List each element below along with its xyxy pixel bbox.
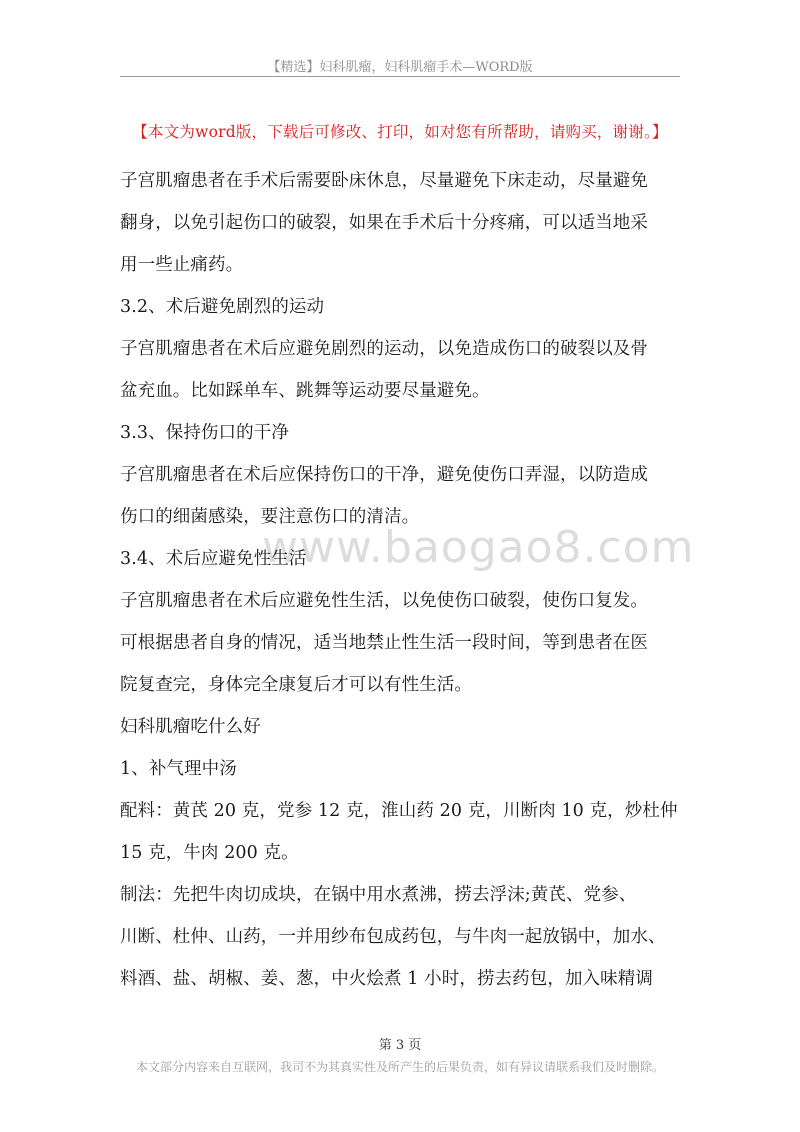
body-line: 制法：先把牛肉切成块，在锅中用水煮沸，捞去浮沫;黄芪、党参、: [120, 885, 637, 905]
body-line: 盆充血。比如踩单车、跳舞等运动要尽量避免。: [120, 381, 490, 401]
page-footer: 本文部分内容来自互联网，我司不为其真实性及所产生的后果负责，如有异议请联系我们及时删除。: [135, 1060, 664, 1074]
section-heading: 妇科肌瘤吃什么好: [120, 717, 261, 737]
body-line: 料酒、盐、胡椒、姜、葱，中火烩煮 1 小时，捞去药包，加入味精调: [120, 969, 653, 989]
body-line: 子宫肌瘤患者在术后应避免性生活，以免使伤口破裂，使伤口复发。: [120, 591, 648, 611]
document-body: [120, 160, 690, 1000]
body-line: 翻身，以免引起伤口的破裂，如果在手术后十分疼痛，可以适当地采: [120, 213, 648, 233]
body-line: 子宫肌瘤患者在手术后需要卧床休息，尽量避免下床走动，尽量避免: [120, 171, 648, 191]
section-heading: 3.4、术后应避免性生活: [120, 549, 307, 569]
body-line: 配料：黄芪 20 克，党参 12 克，淮山药 20 克，川断肉 10 克，炒杜仲: [120, 801, 678, 821]
body-line: 伤口的细菌感染，要注意伤口的清洁。: [120, 507, 420, 527]
body-line: 用一些止痛药。: [120, 255, 244, 275]
page-header: 【精选】妇科肌瘤，妇科肌瘤手术—WORD版: [267, 60, 533, 75]
download-notice: 【本文为word版，下载后可修改、打印，如对您有所帮助，请购买，谢谢。】: [132, 123, 668, 141]
watermark: www.baogao8.com: [262, 522, 695, 573]
body-line: 子宫肌瘤患者在术后应避免剧烈的运动，以免造成伤口的破裂以及骨: [120, 339, 648, 359]
body-line: 15 克，牛肉 200 克。: [120, 843, 299, 863]
body-line: 子宫肌瘤患者在术后应保持伤口的干净，避免使伤口弄湿，以防造成: [120, 465, 648, 485]
header-divider: [120, 76, 680, 77]
section-heading: 1、补气理中汤: [120, 759, 237, 779]
body-line: 院复查完，身体完全康复后才可以有性生活。: [120, 675, 472, 695]
section-heading: 3.2、术后避免剧烈的运动: [120, 297, 325, 317]
body-line: 可根据患者自身的情况，适当地禁止性生活一段时间，等到患者在医: [120, 633, 648, 653]
page-number: 第 3 页: [378, 1038, 422, 1053]
section-heading: 3.3、保持伤口的干净: [120, 423, 289, 443]
body-line: 川断、杜仲、山药，一并用纱布包成药包，与牛肉一起放锅中，加水、: [120, 927, 666, 947]
